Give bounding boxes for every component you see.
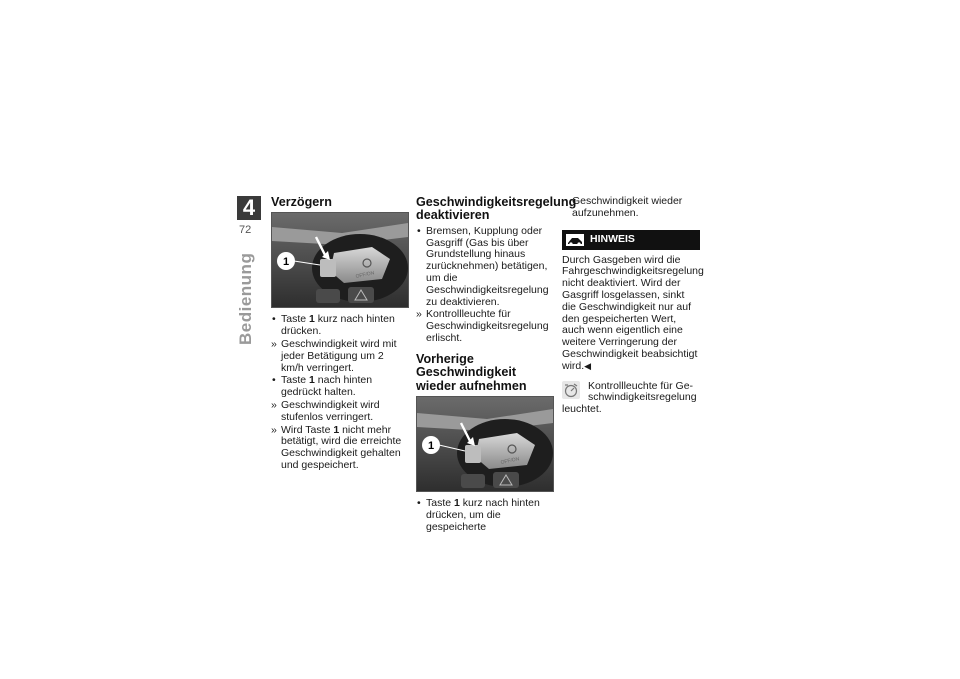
handlebar-switch-photo — [416, 396, 554, 492]
handlebar-switch-photo — [271, 212, 409, 308]
steps-list — [271, 314, 409, 471]
motorcycle-note-icon — [566, 234, 584, 246]
step-item: • Bremsen, Kupplung oder Gasgriff (Gas bis über Grundstellung hinaus zurücknehmen) betätigen, um die Geschwindigkeitsregelung zu deaktivieren. — [416, 226, 554, 309]
photo-callout-1: 1 — [427, 440, 435, 452]
column-2 — [416, 195, 577, 534]
indicator-lamp-row — [562, 381, 700, 416]
heading-wieder-aufnehmen: Vorherige Geschwindigkeit wieder aufnehmen — [416, 351, 527, 393]
handlebar-switch-illustration — [417, 397, 553, 491]
photo-callout-1: 1 — [282, 256, 290, 269]
page-number: 72 — [239, 224, 252, 236]
step-item: • Taste 1 kurz nach hinten drücken, um die gespeicherte — [416, 498, 554, 533]
result-item: » Kontrollleuchte für Geschwindigkeitsregelung erlischt. — [416, 309, 554, 344]
switch-label-off-on: OFF/ON — [500, 456, 520, 466]
steps-list — [416, 498, 554, 533]
column-3 — [562, 195, 704, 416]
result-item: » Geschwindigkeit wird mit jeder Betätigung um 2 km/h verringert. — [271, 339, 409, 374]
heading-verzoegern: Verzögern — [271, 195, 332, 209]
switch-label-off-on: OFF/ON — [355, 270, 375, 281]
step-item: • Taste 1 kurz nach hinten drücken. — [271, 314, 409, 338]
note-label: HINWEIS — [590, 232, 635, 245]
column-1 — [271, 196, 409, 473]
note-body: Durch Gasgeben wird die Fahrgeschwindigkeitsregelung nicht deaktiviert. Wird der Gasgriff losgelassen, sinkt die Geschwindigkeit nur auf den gespeicherten Wert, auch wenn eigentlich eine weitere Verringerung der Geschwindigkeit beabsichtigt wird.◀ — [562, 253, 704, 372]
indicator-lamp-text: Kontrollleuchte für Ge- schwindigkeitsregelung leuchtet. — [562, 379, 697, 416]
note-header — [562, 230, 700, 250]
handlebar-switch-illustration — [272, 213, 408, 307]
chapter-side-label: Bedienung — [236, 252, 255, 345]
end-mark: ◀ — [584, 360, 592, 371]
cruise-control-lamp-icon — [562, 381, 580, 399]
result-item: » Wird Taste 1 nicht mehr betätigt, wird die erreichte Geschwindigkeit gehalten und gespeichert. — [271, 425, 409, 472]
result-item: » Geschwindigkeit wird stufenlos verringert. — [271, 400, 409, 424]
step-continuation: Geschwindigkeit wieder aufzunehmen. — [572, 195, 683, 219]
steps-list — [416, 226, 554, 345]
heading-deaktivieren: Geschwindigkeitsregelung deaktivieren — [416, 195, 577, 223]
step-item: • Taste 1 nach hinten gedrückt halten. — [271, 375, 409, 399]
chapter-number: 4 — [237, 196, 261, 220]
